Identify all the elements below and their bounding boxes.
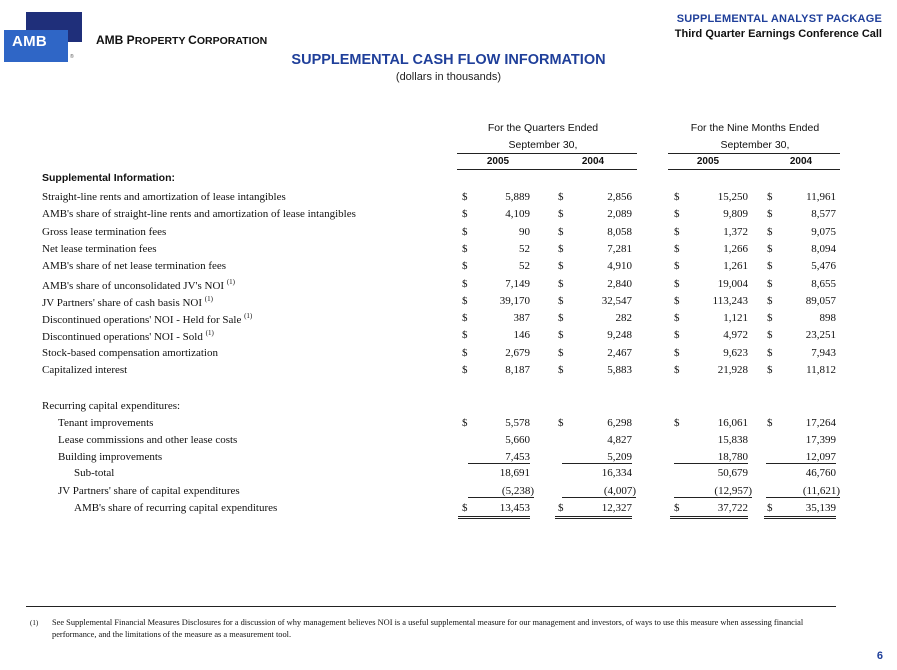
value-q2005: 7,149 [505, 277, 530, 290]
value-q2004: (4,007) [562, 485, 636, 498]
value-q2005: 52 [519, 260, 530, 273]
table-row [0, 295, 897, 312]
value-n2005: 50,679 [717, 467, 748, 479]
value-n2004: 7,943 [811, 346, 836, 359]
nine-months-header-line2: September 30, [720, 139, 790, 151]
value-n2005: 4,972 [723, 329, 748, 342]
value-q2005: 2,679 [505, 346, 530, 359]
value-n2004: 46,760 [805, 467, 836, 479]
value-q2005: 5,889 [505, 191, 530, 203]
value-q2004: 2,089 [607, 208, 632, 221]
currency-symbol: $ [767, 364, 773, 376]
currency-symbol: $ [767, 191, 773, 203]
value-n2004: 12,097 [766, 451, 836, 464]
package-title: SUPPLEMENTAL ANALYST PACKAGE [676, 13, 882, 25]
currency-symbol: $ [558, 502, 564, 514]
value-n2004: 17,264 [805, 417, 836, 429]
year-header-n2005: 2005 [696, 156, 720, 167]
value-q2005: 8,187 [505, 364, 530, 376]
table-row [0, 485, 897, 502]
row-label: Tenant improvements [58, 417, 154, 429]
currency-symbol: $ [558, 346, 564, 359]
quarters-header-line2: September 30, [508, 139, 578, 151]
value-n2004: 11,812 [806, 364, 836, 376]
currency-symbol: $ [558, 242, 564, 255]
value-n2005: 18,780 [674, 451, 748, 464]
value-n2005: 1,261 [723, 260, 748, 273]
currency-symbol: $ [462, 312, 468, 325]
currency-symbol: $ [558, 364, 564, 376]
currency-symbol: $ [462, 208, 468, 221]
currency-symbol: $ [674, 417, 680, 429]
value-q2004: 12,327 [601, 502, 632, 514]
footnote-reference: (1) [244, 312, 253, 321]
capex-heading: Recurring capital expenditures: [42, 400, 181, 412]
table-row [0, 364, 897, 381]
currency-symbol: $ [462, 260, 468, 273]
value-q2004: 5,883 [607, 364, 632, 376]
value-q2004: 7,281 [607, 242, 632, 255]
value-q2005: 13,453 [499, 502, 530, 514]
table-row [0, 347, 897, 364]
table-row [0, 312, 897, 329]
currency-symbol: $ [558, 312, 564, 325]
value-q2004: 282 [615, 312, 632, 325]
currency-symbol: $ [462, 417, 468, 429]
value-n2005: 15,250 [717, 191, 748, 203]
currency-symbol: $ [462, 242, 468, 255]
currency-symbol: $ [767, 294, 773, 307]
currency-symbol: $ [674, 502, 680, 514]
nine-months-header-line1: For the Nine Months Ended [690, 122, 820, 134]
value-q2004: 16,334 [601, 467, 632, 479]
page-number: 6 [876, 650, 883, 662]
row-label: Discontinued operations' NOI - Sold $^{(1)}$ [42, 329, 214, 344]
currency-symbol: $ [558, 208, 564, 221]
value-q2004: 8,058 [607, 225, 632, 238]
value-n2004: (11,621) [766, 485, 840, 498]
currency-symbol: $ [462, 225, 468, 238]
value-n2004: 35,139 [805, 502, 836, 514]
currency-symbol: $ [674, 260, 680, 273]
value-q2004: 32,547 [601, 294, 632, 307]
footnote [26, 606, 836, 641]
value-q2004: 5,209 [562, 451, 632, 464]
table-row [0, 417, 897, 434]
currency-symbol: $ [767, 225, 773, 238]
currency-symbol: $ [558, 277, 564, 290]
currency-symbol: $ [767, 329, 773, 342]
value-n2004: 5,476 [811, 260, 836, 273]
value-n2005: 9,623 [723, 346, 748, 359]
currency-symbol: $ [674, 294, 680, 307]
value-q2005: 5,660 [505, 434, 530, 446]
value-n2005: 113,243 [712, 294, 748, 307]
currency-symbol: $ [558, 329, 564, 342]
currency-symbol: $ [767, 277, 773, 290]
currency-symbol: $ [558, 191, 564, 203]
row-label: Capitalized interest [42, 364, 128, 376]
row-label: JV Partners' share of cash basis NOI $^{(1)}$ [42, 294, 213, 309]
section-supplemental-information: Supplemental Information: [42, 172, 176, 184]
currency-symbol: $ [462, 191, 468, 203]
currency-symbol: $ [674, 191, 680, 203]
nine-months-year-rule [668, 169, 840, 170]
value-n2005: 1,121 [723, 312, 748, 325]
table-row [0, 434, 897, 451]
value-q2004: 2,467 [607, 346, 632, 359]
value-q2005: 146 [513, 329, 530, 342]
currency-symbol: $ [462, 502, 468, 514]
currency-symbol: $ [674, 329, 680, 342]
value-n2005: 21,928 [717, 364, 748, 376]
currency-symbol: $ [767, 208, 773, 221]
value-n2005: 1,266 [723, 242, 748, 255]
logo-registered: ® [70, 54, 74, 60]
row-label: AMB's share of unconsolidated JV's NOI $^{(1)}$ [42, 277, 236, 292]
nine-months-header-rule [668, 153, 840, 154]
table-row [0, 451, 897, 468]
quarters-header-line1: For the Quarters Ended [487, 122, 599, 134]
table-row [0, 260, 897, 277]
table-row [0, 191, 897, 208]
currency-symbol: $ [674, 364, 680, 376]
currency-symbol: $ [462, 346, 468, 359]
table-row-total [0, 502, 897, 519]
capex-heading-row [0, 400, 897, 417]
currency-symbol: $ [558, 294, 564, 307]
currency-symbol: $ [462, 294, 468, 307]
currency-symbol: $ [767, 312, 773, 325]
page-title: SUPPLEMENTAL CASH FLOW INFORMATION [291, 52, 606, 68]
table-row [0, 208, 897, 225]
row-label: JV Partners' share of capital expenditures [58, 485, 240, 497]
value-n2004: 89,057 [805, 294, 836, 307]
row-label: Net lease termination fees [42, 242, 157, 255]
currency-symbol: $ [767, 417, 773, 429]
currency-symbol: $ [674, 242, 680, 255]
value-n2005: 37,722 [717, 502, 748, 514]
call-title: Third Quarter Earnings Conference Call [674, 28, 882, 40]
currency-symbol: $ [558, 417, 564, 429]
company-name: AMB PROPERTY CORPORATION [96, 33, 268, 47]
value-n2005: 9,809 [723, 208, 748, 221]
value-n2004: 8,655 [811, 277, 836, 290]
currency-symbol: $ [767, 260, 773, 273]
row-label: AMB's share of recurring capital expenditures [74, 502, 278, 514]
page-subtitle: (dollars in thousands) [395, 71, 502, 83]
value-q2005: 4,109 [505, 208, 530, 221]
row-label: AMB's share of net lease termination fees [42, 260, 227, 273]
year-header-q2005: 2005 [486, 156, 510, 167]
footnote-reference: (1) [226, 277, 236, 286]
row-label: Gross lease termination fees [42, 225, 167, 238]
value-n2004: 23,251 [805, 329, 836, 342]
currency-symbol: $ [558, 260, 564, 273]
quarters-header-rule [457, 153, 637, 154]
currency-symbol: $ [674, 346, 680, 359]
value-q2004: 2,840 [607, 277, 632, 290]
year-header-n2004: 2004 [789, 156, 813, 167]
value-n2005: 16,061 [717, 417, 748, 429]
value-q2005: 90 [519, 225, 530, 238]
currency-symbol: $ [674, 208, 680, 221]
year-header-q2004: 2004 [581, 156, 605, 167]
table-row [0, 243, 897, 260]
quarters-year-rule [457, 169, 637, 170]
row-label: Discontinued operations' NOI - Held for Sale $^{(1)}$ [42, 312, 253, 327]
footnote-text: See Supplemental Financial Measures Disclosures for a discussion of why management believes NOI is a useful supplemental measure for our management and investors, of ways to use this measure when assessing financial performance, and the limitations of the measure as a measurement tool. [52, 618, 804, 639]
value-q2005: 5,578 [505, 417, 530, 429]
value-n2004: 9,075 [811, 225, 836, 238]
row-label: AMB's share of straight-line rents and amortization of lease intangibles [42, 208, 356, 221]
logo-mark: AMB [12, 33, 48, 50]
value-n2004: 8,577 [811, 208, 836, 221]
currency-symbol: $ [558, 225, 564, 238]
value-n2004: 17,399 [805, 434, 836, 446]
footnote-reference: (1) [204, 294, 213, 303]
currency-symbol: $ [462, 329, 468, 342]
value-n2004: 898 [819, 312, 836, 325]
value-n2005: 19,004 [717, 277, 748, 290]
value-n2005: 1,372 [723, 225, 748, 238]
value-q2005: 39,170 [499, 294, 530, 307]
value-n2005: 15,838 [717, 434, 748, 446]
row-label: Sub-total [74, 467, 115, 479]
currency-symbol: $ [462, 277, 468, 290]
value-q2005: 18,691 [499, 467, 530, 479]
currency-symbol: $ [767, 346, 773, 359]
value-n2005: (12,957) [674, 485, 752, 498]
row-label: Lease commissions and other lease costs [58, 434, 238, 446]
table-row-subtotal [0, 467, 897, 484]
table-row [0, 329, 897, 346]
currency-symbol: $ [462, 364, 468, 376]
footnote-reference: (1) [205, 329, 214, 338]
value-q2004: 6,298 [607, 417, 632, 429]
value-n2004: 11,961 [806, 191, 836, 203]
value-q2005: (5,238) [468, 485, 534, 498]
currency-symbol: $ [674, 225, 680, 238]
value-n2004: 8,094 [811, 242, 836, 255]
value-q2005: 387 [513, 312, 530, 325]
value-q2004: 4,910 [607, 260, 632, 273]
table-row [0, 226, 897, 243]
value-q2005: 52 [519, 242, 530, 255]
table-row [0, 278, 897, 295]
row-label: Stock-based compensation amortization [42, 346, 218, 359]
row-label: Building improvements [58, 451, 163, 463]
currency-symbol: $ [674, 277, 680, 290]
currency-symbol: $ [767, 242, 773, 255]
value-q2004: 2,856 [607, 191, 632, 203]
row-label: Straight-line rents and amortization of lease intangibles [42, 191, 286, 203]
value-q2004: 4,827 [607, 434, 632, 446]
value-q2005: 7,453 [468, 451, 530, 464]
footnote-mark: (1) [30, 619, 39, 627]
currency-symbol: $ [767, 502, 773, 514]
currency-symbol: $ [674, 312, 680, 325]
value-q2004: 9,248 [607, 329, 632, 342]
